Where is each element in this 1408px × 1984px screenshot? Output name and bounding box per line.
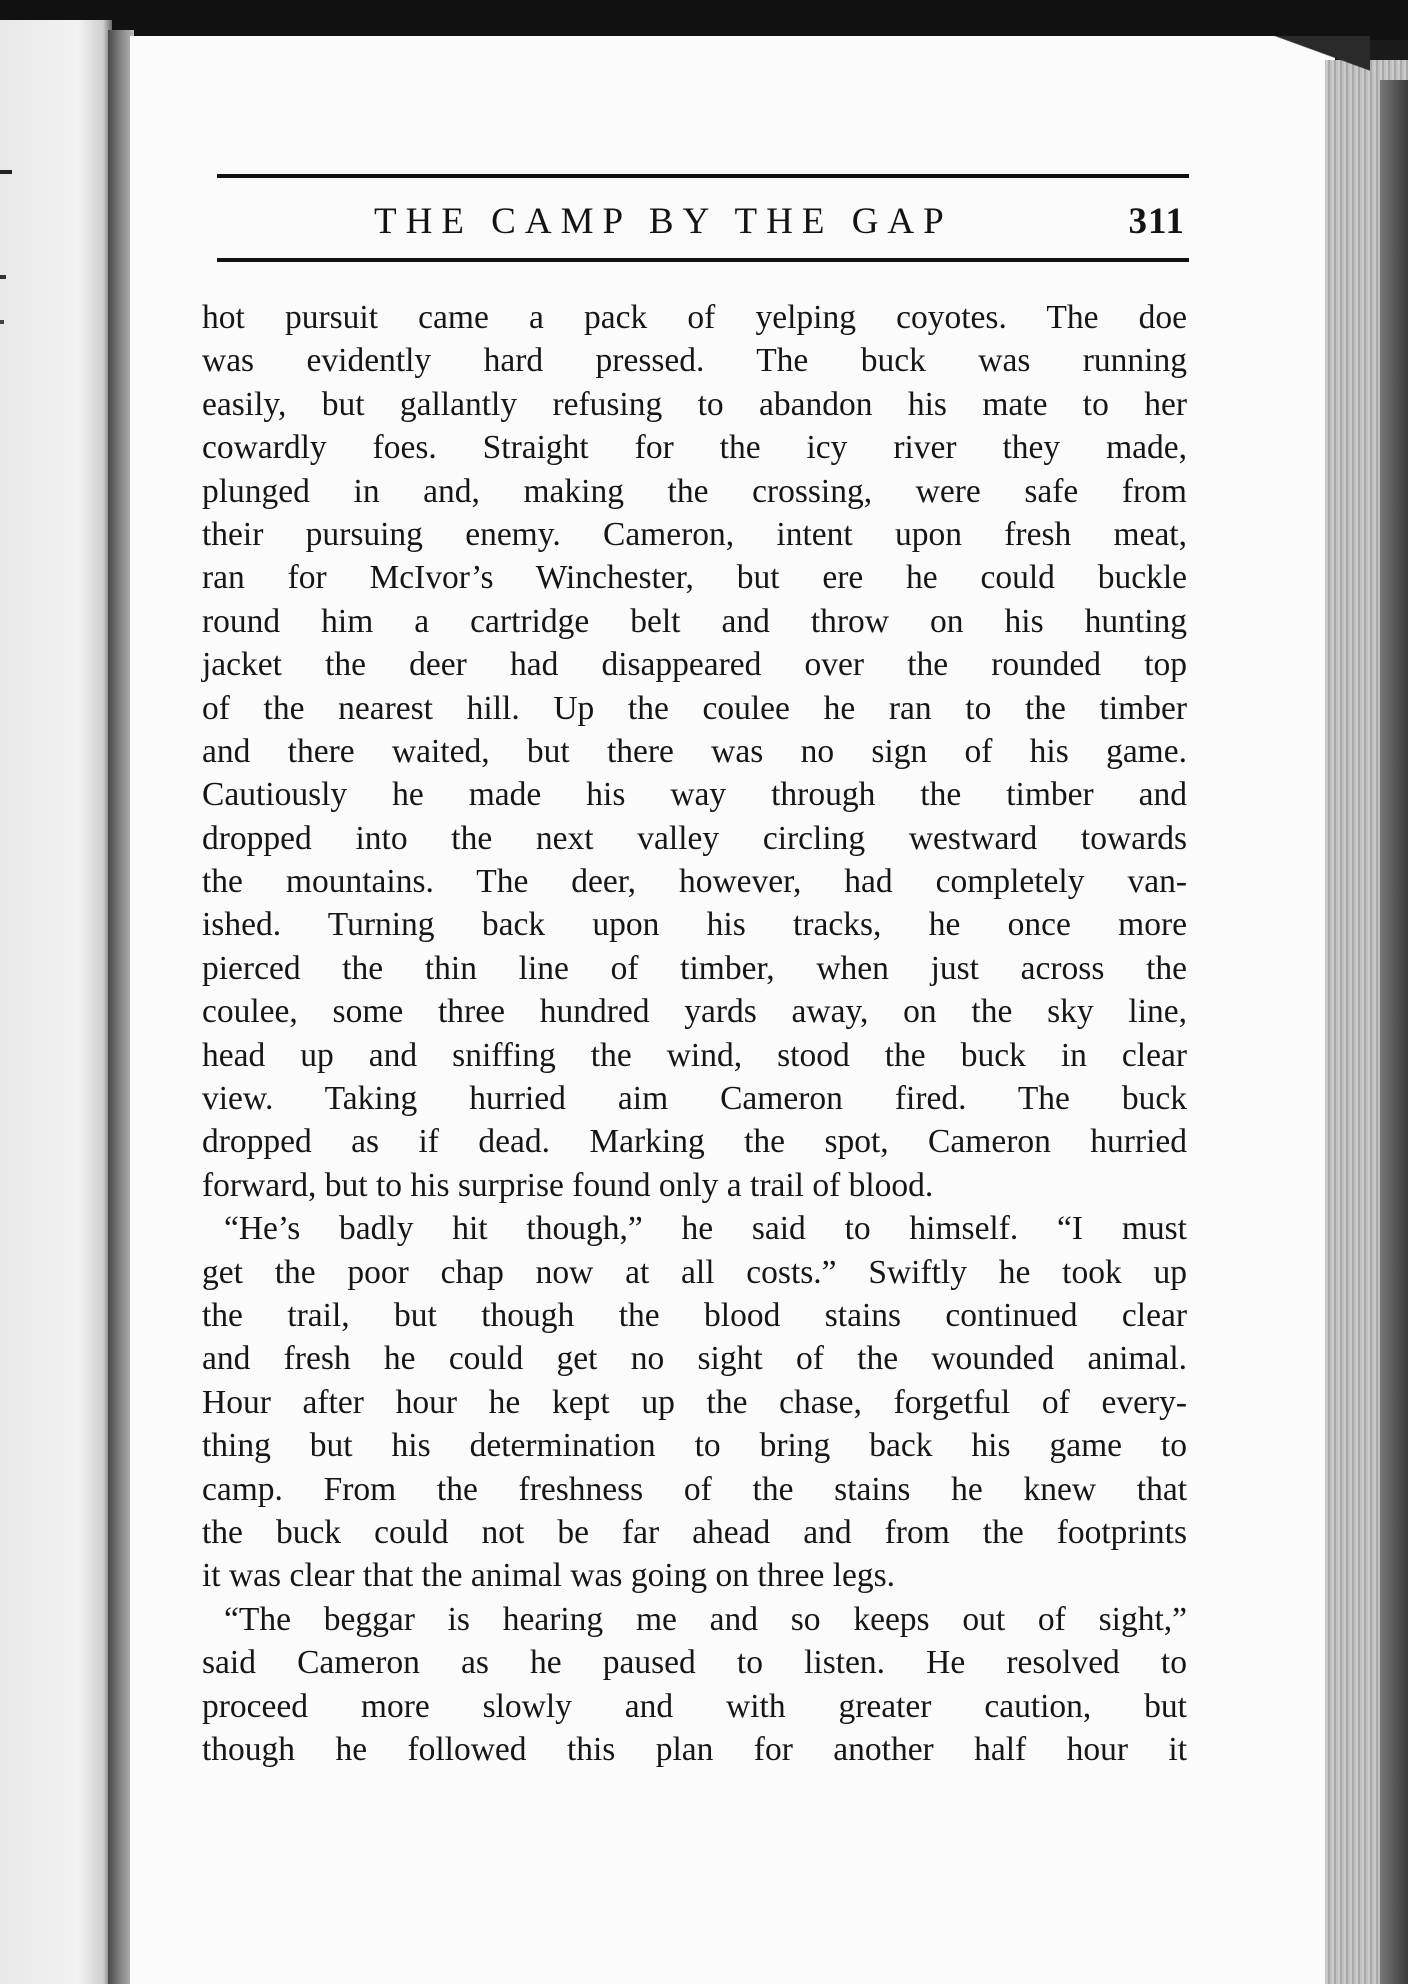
header-rule-top (217, 174, 1189, 178)
text-line: dropped into the next valley circling westward towards (202, 819, 1187, 857)
page-mark (0, 170, 12, 174)
text-line: proceed more slowly and with greater caution, but (202, 1687, 1187, 1725)
running-head: THE CAMP BY THE GAP (374, 201, 953, 242)
text-line: “The beggar is hearing me and so keeps out of sight,” (224, 1600, 1187, 1638)
header-rule-bottom (217, 258, 1189, 262)
text-line: pierced the thin line of timber, when just across the (202, 949, 1187, 987)
text-line: ran for McIvor’s Winchester, but ere he could buckle (202, 559, 1187, 597)
text-line: camp. From the freshness of the stains he knew that (202, 1470, 1187, 1508)
text-line: round him a cartridge belt and throw on his hunting (202, 602, 1187, 640)
text-line: Hour after hour he kept up the chase, forgetful of every- (202, 1383, 1187, 1421)
text-line: ished. Turning back upon his tracks, he once more (202, 906, 1187, 944)
book-cover-edge (1380, 80, 1408, 1984)
text-line: said Cameron as he paused to listen. He resolved to (202, 1644, 1187, 1682)
text-line: dropped as if dead. Marking the spot, Cameron hurried (202, 1123, 1187, 1161)
text-line: their pursuing enemy. Cameron, intent upon fresh meat, (202, 515, 1187, 553)
text-line: of the nearest hill. Up the coulee he ran to the timber (202, 689, 1187, 727)
text-line: and fresh he could get no sight of the wounded animal. (202, 1340, 1187, 1378)
text-line: forward, but to his surprise found only a trail of blood. (202, 1166, 934, 1204)
text-line: though he followed this plan for another half hour it (202, 1730, 1187, 1768)
text-line: head up and sniffing the wind, stood the buck in clear (202, 1036, 1187, 1074)
page-mark (0, 275, 6, 279)
text-line: view. Taking hurried aim Cameron fired. The buck (202, 1080, 1187, 1118)
text-line: the trail, but though the blood stains continued clear (202, 1296, 1187, 1334)
text-line: was evidently hard pressed. The buck was running (202, 342, 1187, 380)
page-number: 311 (1128, 201, 1185, 242)
text-line: the buck could not be far ahead and from the footprints (202, 1513, 1187, 1551)
page-header (217, 200, 1189, 250)
text-line: the mountains. The deer, however, had completely van- (202, 863, 1187, 901)
text-line: plunged in and, making the crossing, were safe from (202, 472, 1187, 510)
page-corner-shadow (1250, 36, 1370, 106)
text-line: get the poor chap now at all costs.” Swiftly he took up (202, 1253, 1187, 1291)
text-line: and there waited, but there was no sign of his game. (202, 732, 1187, 770)
facing-page-edge (0, 20, 112, 1984)
text-line: easily, but gallantly refusing to abandon his mate to her (202, 385, 1187, 423)
scan-background (0, 0, 1408, 40)
text-line: thing but his determination to bring back his game to (202, 1427, 1187, 1465)
text-line: coulee, some three hundred yards away, on the sky line, (202, 993, 1187, 1031)
text-line: jacket the deer had disappeared over the rounded top (202, 646, 1187, 684)
text-line: “He’s badly hit though,” he said to himself. “I must (224, 1210, 1187, 1248)
text-line: cowardly foes. Straight for the icy river they made, (202, 429, 1187, 467)
body-text (202, 296, 1187, 1771)
text-line: hot pursuit came a pack of yelping coyotes. The doe (202, 299, 1187, 336)
page-mark (0, 320, 4, 324)
text-line: Cautiously he made his way through the timber and (202, 776, 1187, 814)
text-line: it was clear that the animal was going on three legs. (202, 1557, 896, 1595)
